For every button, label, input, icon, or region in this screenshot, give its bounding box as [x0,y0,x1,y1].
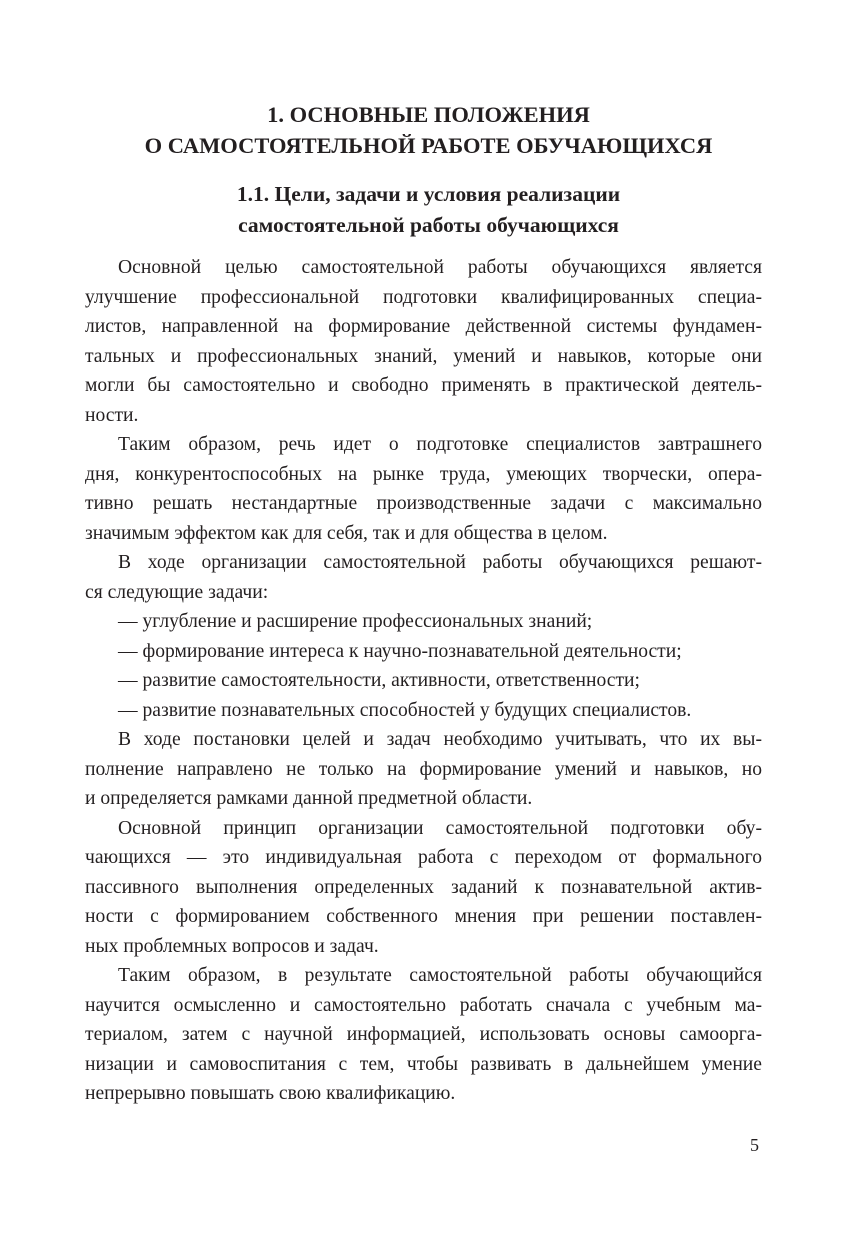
chapter-title-line: О САМОСТОЯТЕЛЬНОЙ РАБОТЕ ОБУЧАЮЩИХСЯ [144,133,713,158]
text-line: полнение направлено не только на формирование умений и навыков, но [85,758,762,780]
paragraph [85,725,762,814]
section-title [0,179,857,241]
text-line: ности. [85,404,139,426]
text-line: В ходе организации самостоятельной работы обучающихся решают- [118,552,762,573]
text-line: — развитие познавательных способностей у будущих специалистов. [118,699,692,721]
chapter-title [0,99,857,161]
text-line: и определяется рамками данной предметной области. [85,788,533,809]
text-line: могли бы самостоятельно и свободно применять в практической деятель- [85,375,762,396]
paragraph [85,961,762,1109]
text-line: чающихся — это индивидуальная работа с переходом от формального [85,847,762,868]
text-line: Основной целью самостоятельной работы обучающихся является [118,257,762,278]
text-line: ных проблемных вопросов и задач. [85,935,379,957]
list-item [85,607,762,637]
text-line: Таким образом, в результате самостоятельной работы обучающийся [118,965,762,986]
text-line: ся следующие задачи: [85,581,269,603]
text-line: непрерывно повышать свою квалификацию. [85,1083,456,1104]
text-line: — развитие самостоятельности, активности, ответственности; [118,670,640,691]
list-item [85,666,762,696]
text-line: пассивного выполнения определенных заданий к познавательной актив- [85,876,762,898]
text-line: значимым эффектом как для себя, так и для общества в целом. [85,522,608,544]
paragraph [85,548,762,607]
text-line: низации и самовоспитания с тем, чтобы развивать в дальнейшем умение [85,1053,762,1075]
text-line: листов, направленной на формирование действенной системы фундамен- [85,316,762,337]
text-line: дня, конкурентоспособных на рынке труда, умеющих творчески, опера- [85,463,762,485]
text-line: териалом, затем с научной информацией, использовать основы самоорга- [85,1024,762,1045]
text-line: В ходе постановки целей и задач необходимо учитывать, что их вы- [118,729,762,750]
text-line: улучшение профессиональной подготовки квалифицированных специа- [85,286,762,308]
list-item [85,696,762,726]
paragraph [85,430,762,548]
paragraph [85,253,762,430]
text-line: Таким образом, речь идет о подготовке специалистов завтрашнего [118,434,762,455]
text-line: — углубление и расширение профессиональных знаний; [118,611,593,632]
section-title-line: 1.1. Цели, задачи и условия реализации [236,182,621,206]
list-item [85,637,762,667]
body-text [85,253,762,1109]
section-title-line: самостоятельной работы обучающихся [238,213,619,237]
page-number: 5 [750,1135,759,1155]
text-line: тальных и профессиональных знаний, умений и навыков, которые они [85,345,762,367]
text-line: Основной принцип организации самостоятельной подготовки обу- [118,817,762,839]
paragraph [85,814,762,962]
text-line: научится осмысленно и самостоятельно работать сначала с учебным ма- [85,994,762,1016]
chapter-title-line: 1. ОСНОВНЫЕ ПОЛОЖЕНИЯ [267,102,590,127]
text-line: тивно решать нестандартные производственные задачи с максимально [85,493,762,514]
text-line: — формирование интереса к научно-познавательной деятельности; [118,640,682,662]
text-line: ности с формированием собственного мнения при решении поставлен- [85,906,762,927]
